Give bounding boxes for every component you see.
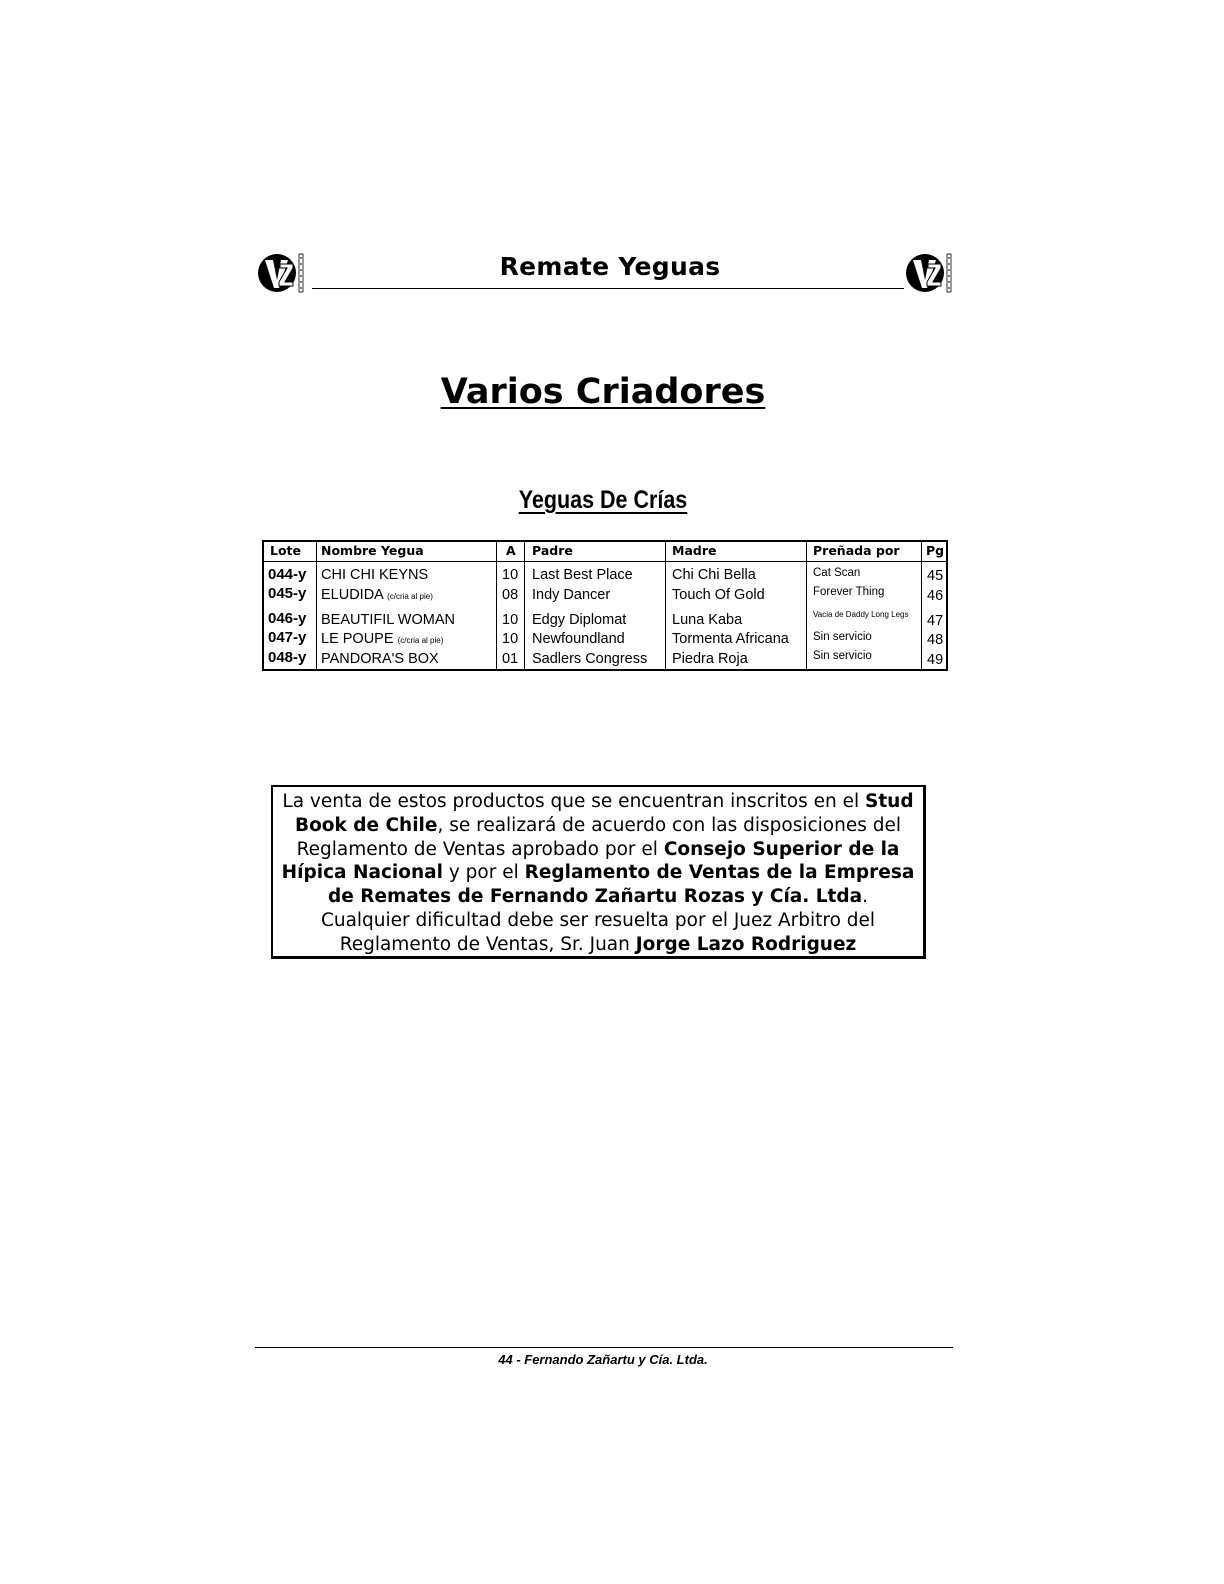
row-madre: Piedra Roja <box>672 651 748 667</box>
row-prenada: Vacia de Daddy Long Legs <box>813 610 909 619</box>
row-prenada: Sin servicio <box>813 650 872 662</box>
header-lote: Lote <box>270 543 302 558</box>
column-divider <box>921 542 922 669</box>
row-pg: 48 <box>927 632 944 648</box>
header-pg: Pg <box>926 543 945 558</box>
row-prenada: Forever Thing <box>813 586 885 598</box>
header-title: Remate Yeguas <box>499 252 721 281</box>
notice-bold: Reglamento de Ventas de la Empresa de Remates de Fernando Zañartu Rozas y Cía. Ltda <box>327 862 915 908</box>
page-footer: 44 - Fernando Zañartu y Cía. Ltda. <box>498 1352 708 1367</box>
header-rule <box>312 288 904 289</box>
row-padre: Indy Dancer <box>532 587 611 603</box>
row-pg: 49 <box>927 652 944 668</box>
row-a: 01 <box>502 651 519 667</box>
row-a: 08 <box>502 587 519 603</box>
row-madre: Chi Chi Bella <box>672 567 756 583</box>
sale-conditions-notice <box>271 785 926 959</box>
row-pg: 47 <box>927 613 944 629</box>
row-nombre: PANDORA'S BOX <box>321 651 439 667</box>
row-a: 10 <box>502 631 519 647</box>
row-padre: Edgy Diplomat <box>532 612 627 628</box>
row-a: 10 <box>502 612 519 628</box>
row-lote: 047-y <box>268 629 307 646</box>
column-divider <box>316 542 317 669</box>
section-title: Yeguas De Crías <box>518 486 688 514</box>
row-prenada: Sin servicio <box>813 631 872 643</box>
row-padre: Last Best Place <box>532 567 633 583</box>
row-lote: 046-y <box>268 610 307 627</box>
notice-text: Cualquier dificultad debe ser resuelta por el Juez Arbitro del Reglamento de Ventas, Sr. Juan <box>320 909 876 955</box>
row-madre: Tormenta Africana <box>672 631 789 647</box>
company-logo-right <box>905 250 955 296</box>
column-divider <box>806 542 807 669</box>
notice-bold: Jorge Lazo Rodriguez <box>635 933 857 955</box>
lots-table <box>262 540 948 671</box>
row-madre: Touch Of Gold <box>672 587 765 603</box>
notice-text: . <box>862 886 869 908</box>
notice-text: y por el <box>442 862 525 884</box>
row-pg: 45 <box>927 568 944 584</box>
notice-bold: Consejo Superior de la Hípica Nacional <box>281 838 900 884</box>
header-prenada: Preñada por <box>813 543 900 558</box>
row-padre: Newfoundland <box>532 631 625 647</box>
row-note: (c/cria al pie) <box>397 636 444 645</box>
page-title: Varios Criadores <box>440 372 766 412</box>
company-logo-left <box>257 250 307 296</box>
table-header-rule <box>264 561 946 562</box>
column-divider <box>496 542 497 669</box>
row-prenada: Cat Scan <box>813 567 861 579</box>
footer-rule <box>255 1347 953 1348</box>
column-divider <box>524 542 525 669</box>
row-nombre: BEAUTIFIL WOMAN <box>321 612 455 628</box>
header-padre: Padre <box>532 543 573 558</box>
row-madre: Luna Kaba <box>672 612 743 628</box>
row-nombre: LE POUPE (c/cria al pie) <box>321 631 444 647</box>
notice-bold: Stud Book de Chile <box>294 791 914 836</box>
row-padre: Sadlers Congress <box>532 651 648 667</box>
row-nombre: ELUDIDA (c/cria al pie) <box>321 587 433 603</box>
row-pg: 46 <box>927 588 944 604</box>
row-lote: 045-y <box>268 585 307 602</box>
row-a: 10 <box>502 567 519 583</box>
notice-text: La venta de estos productos que se encuentran inscritos en el <box>282 791 865 812</box>
header-madre: Madre <box>672 543 717 558</box>
row-lote: 048-y <box>268 649 307 666</box>
row-note: (c/cria al pie) <box>387 592 433 601</box>
row-nombre: CHI CHI KEYNS <box>321 567 429 583</box>
notice-text: , se realizará de acuerdo con las disposiciones del Reglamento de Ventas aprobado por el <box>296 814 902 860</box>
header-a: A <box>506 543 516 558</box>
header-nombre: Nombre Yegua <box>321 543 424 558</box>
row-lote: 044-y <box>268 566 307 583</box>
column-divider <box>665 542 666 669</box>
